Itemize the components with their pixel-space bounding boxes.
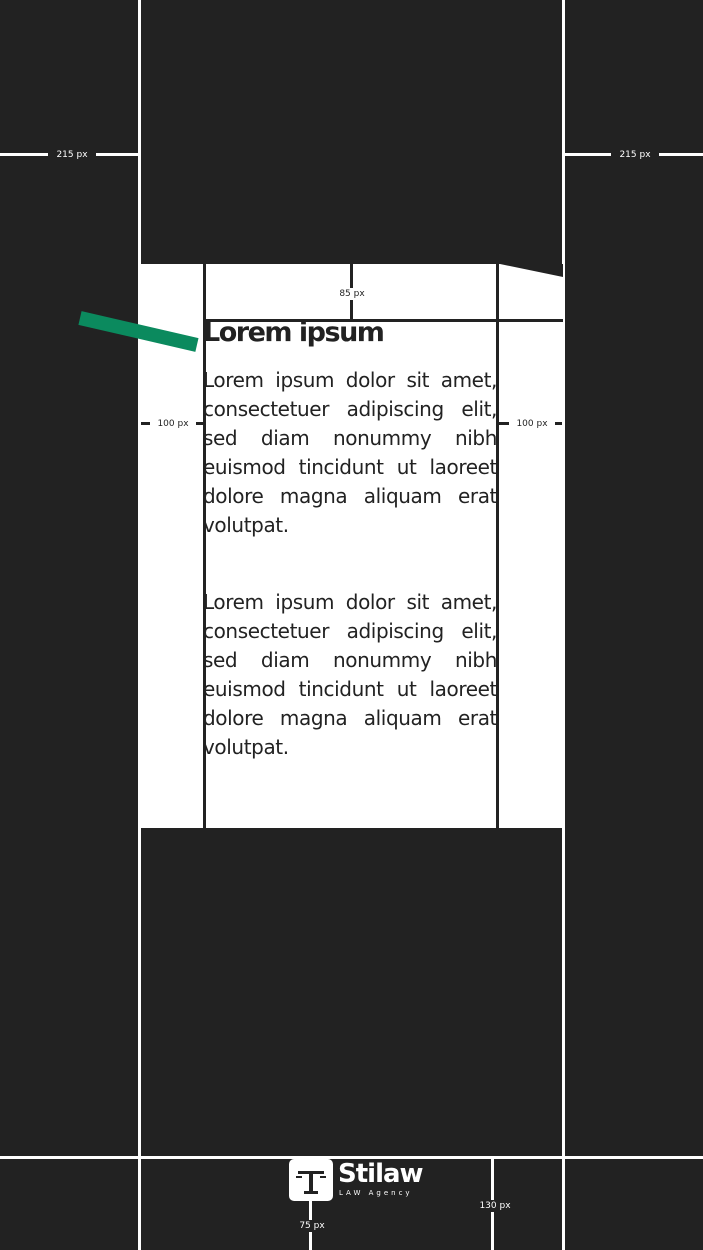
label-footer-height: 130 px bbox=[474, 1200, 516, 1212]
label-footer-logo: 75 px bbox=[293, 1220, 331, 1232]
label-top-margin: 85 px bbox=[330, 288, 374, 300]
panel-corner-cut bbox=[500, 264, 563, 277]
article-title: Lorem ipsum bbox=[203, 317, 384, 348]
scale-of-justice-icon bbox=[289, 1159, 333, 1201]
article-paragraph-1: Lorem ipsum dolor sit amet, consectetuer adipiscing elit, sed diam nonummy nibh euismod tincidunt ut laoreet dolore magna aliquam erat volutpat. bbox=[203, 368, 497, 537]
label-inner-right: 100 px bbox=[509, 418, 555, 430]
article bbox=[203, 316, 497, 762]
label-side-left: 215 px bbox=[48, 149, 96, 161]
label-side-right: 215 px bbox=[611, 149, 659, 161]
brand-name: Stilaw bbox=[338, 1159, 423, 1189]
article-paragraph-2: Lorem ipsum dolor sit amet, consectetuer adipiscing elit, sed diam nonummy nibh euismod tincidunt ut laoreet dolore magna aliquam erat volutpat. bbox=[203, 590, 497, 759]
label-inner-left: 100 px bbox=[150, 418, 196, 430]
brand-tagline: LAW Agency bbox=[339, 1189, 413, 1197]
